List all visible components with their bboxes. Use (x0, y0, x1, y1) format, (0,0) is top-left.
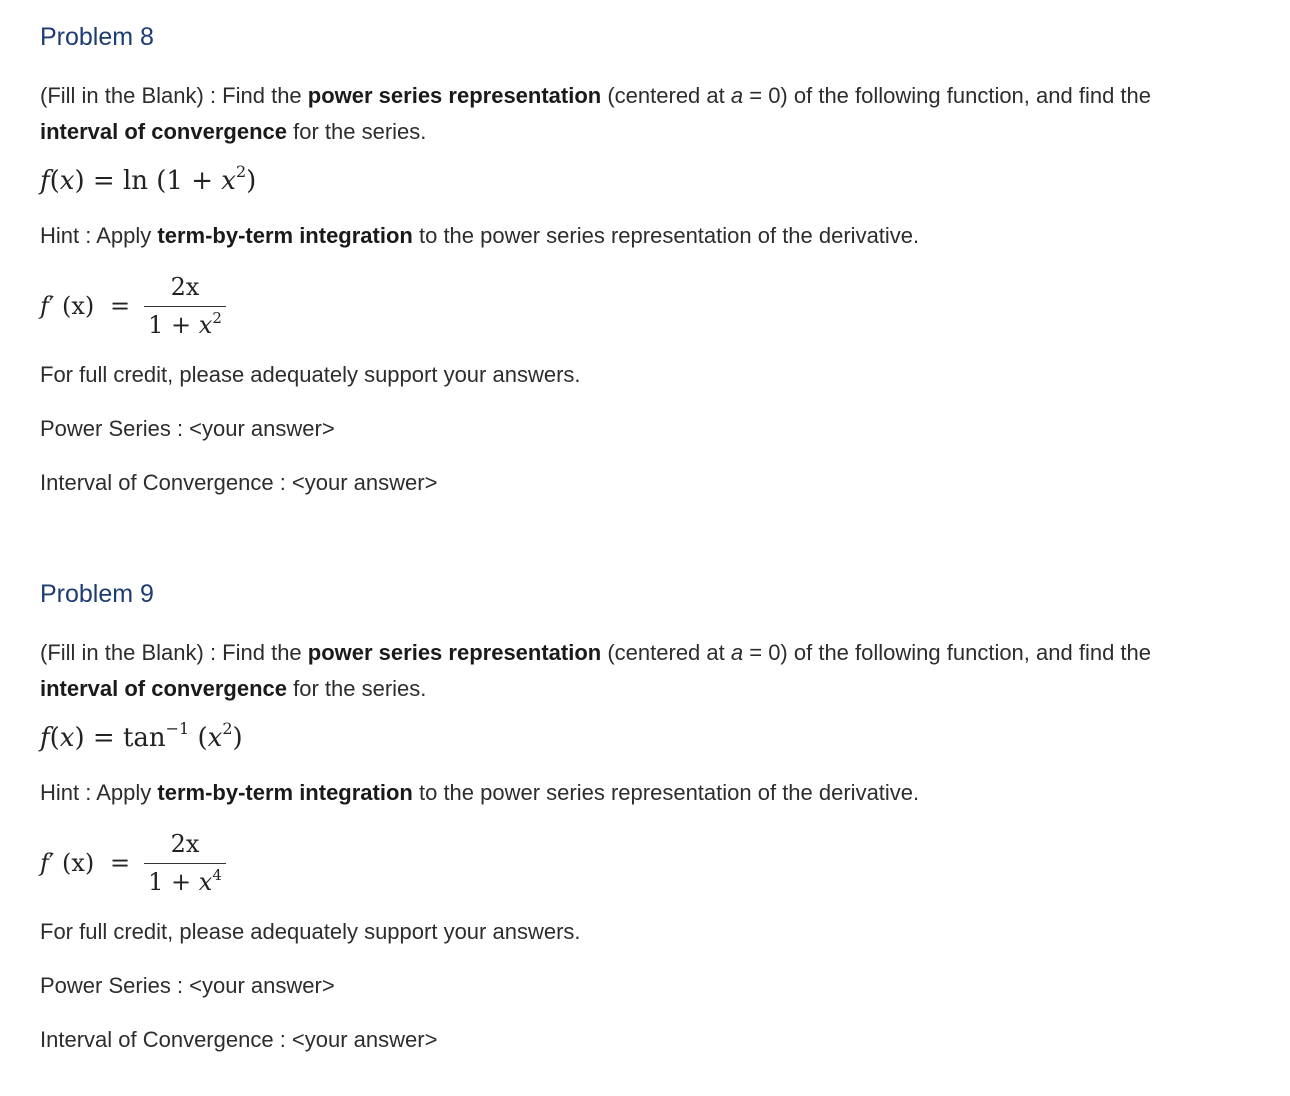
problem-instructions: (Fill in the Blank) : Find the power series representation (centered at a = 0) of the following function, and find the interval of convergence for the series. (40, 83, 1152, 144)
derivative-formula: f′ (x) = 2x $1 + x^4$ (40, 827, 280, 903)
fraction-numerator: 2x (170, 273, 200, 301)
fraction-denominator: $1 + x^4$ (148, 866, 222, 896)
fraction-denominator: $1 + x^2$ (148, 309, 222, 339)
interval-answer: Interval of Convergence : <your answer> (40, 470, 438, 495)
credit-note: For full credit, please adequately support your answers. (40, 362, 581, 387)
derivative-fraction (144, 827, 226, 900)
function-definition: $f(x) = \ln (1 + x^2)$ (40, 162, 257, 196)
hint-text: Hint : Apply term-by-term integration to the power series representation of the derivative. (40, 223, 920, 248)
problem-title: Problem 9 (40, 580, 154, 608)
fraction-numerator: 2x (170, 830, 200, 858)
power-series-answer: Power Series : <your answer> (40, 973, 335, 998)
derivative-fraction (144, 270, 226, 343)
interval-answer: Interval of Convergence : <your answer> (40, 1027, 438, 1052)
problem-title: Problem 8 (40, 23, 154, 51)
power-series-answer: Power Series : <your answer> (40, 416, 335, 441)
credit-note: For full credit, please adequately support your answers. (40, 919, 581, 944)
problem-instructions: (Fill in the Blank) : Find the power series representation (centered at a = 0) of the following function, and find the interval of convergence for the series. (40, 640, 1152, 701)
derivative-formula: f′ (x) = 2x $1 + x^2$ (40, 270, 280, 346)
function-definition: $f(x) = \tan^{-1} (x^2)$ (40, 719, 243, 753)
hint-text: Hint : Apply term-by-term integration to the power series representation of the derivative. (40, 780, 920, 805)
